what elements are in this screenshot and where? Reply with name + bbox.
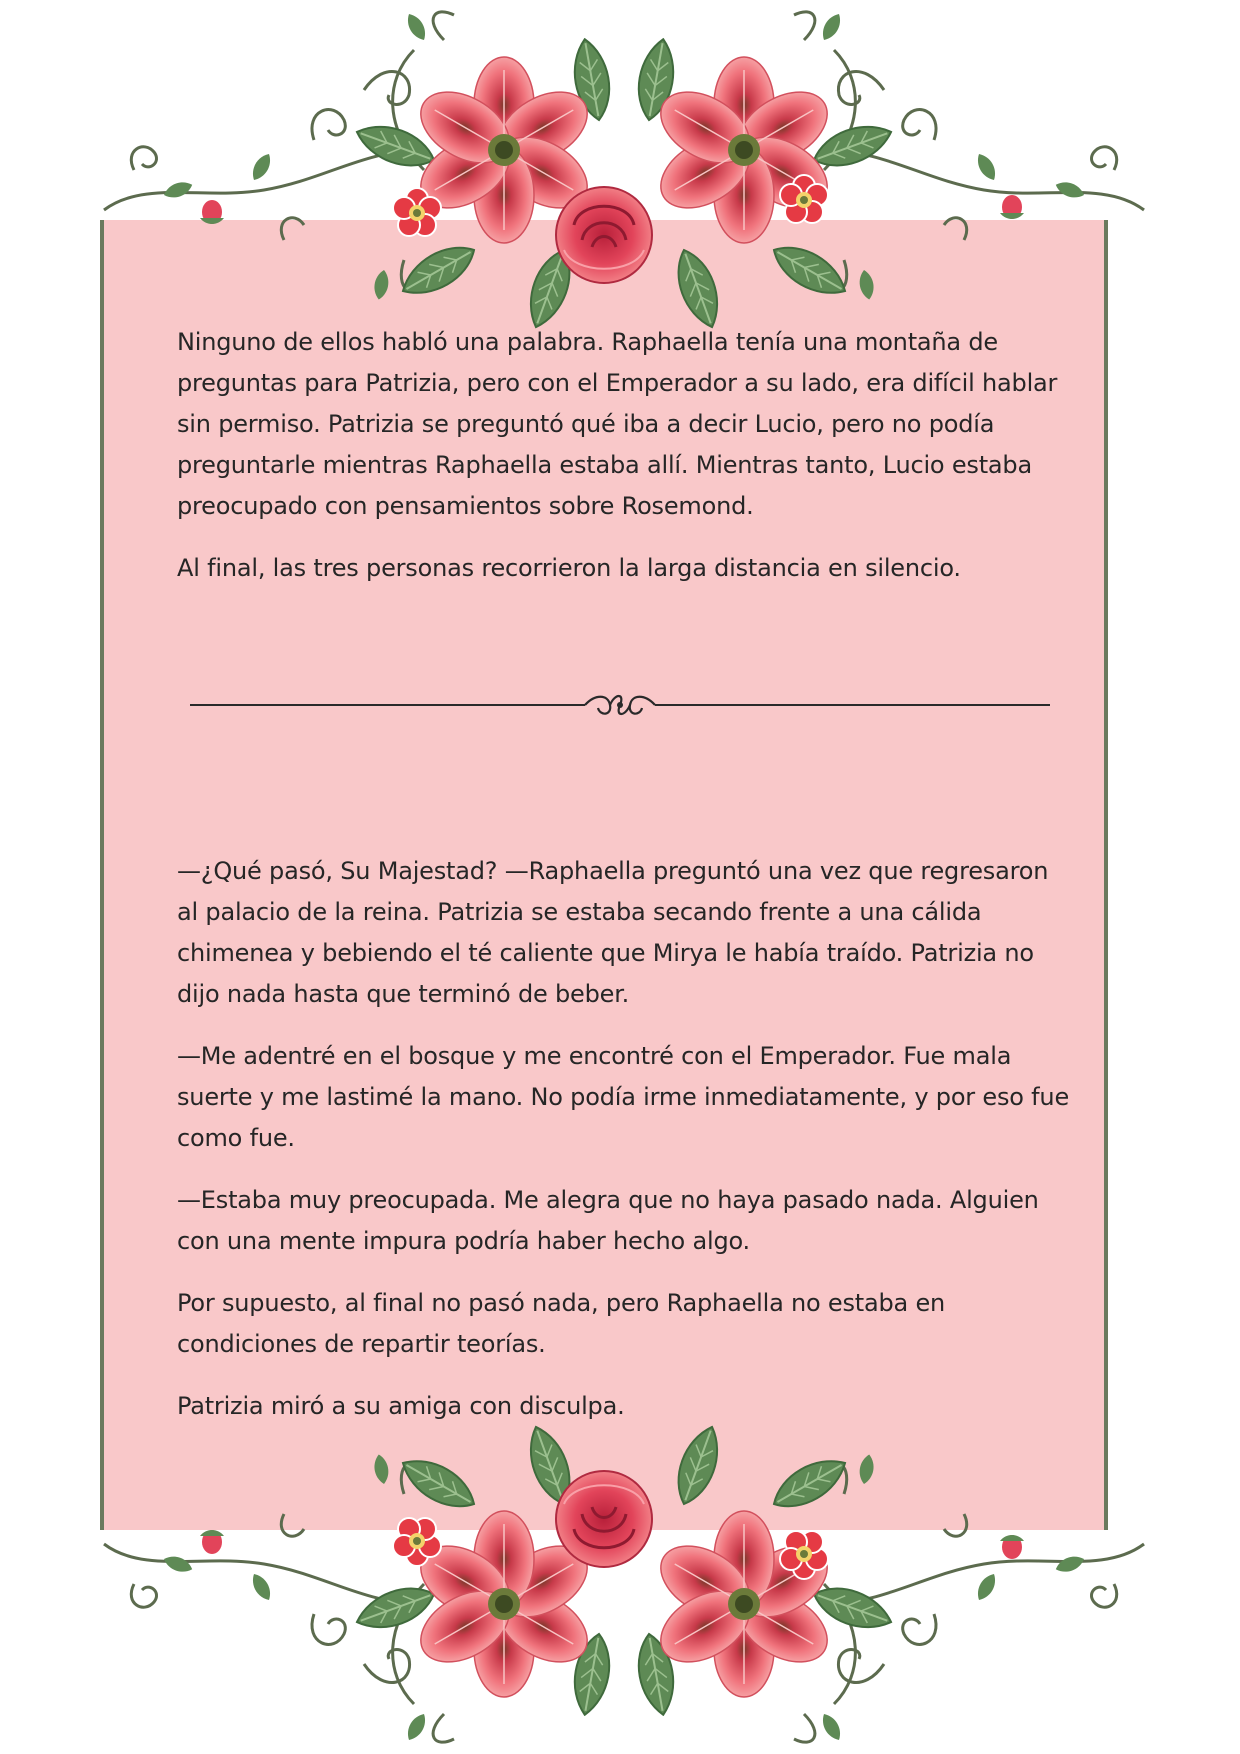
paragraph: Al final, las tres personas recorrieron la larga distancia en silencio. (177, 554, 961, 582)
paragraph: Patrizia miró a su amiga con disculpa. (177, 1392, 625, 1420)
section-2-text (177, 851, 1072, 1448)
paragraph: Ninguno de ellos habló una palabra. Raphaella tenía una montaña de preguntas para Patrizia, pero con el Emperador a su lado, era difícil hablar sin permiso. Patrizia se preguntó qué iba a decir Lucio, pero no podía preguntarle mientras Raphaella estaba allí. Mientras tanto, Lucio estaba preocupado con pensamientos sobre Rosemond. (177, 328, 1058, 520)
section-1-text (177, 322, 1072, 610)
paragraph: —Estaba muy preocupada. Me alegra que no haya pasado nada. Alguien con una mente impura podría haber hecho algo. (177, 1186, 1039, 1255)
paragraph: Por supuesto, al final no pasó nada, pero Raphaella no estaba en condiciones de repartir teorías. (177, 1289, 946, 1358)
paragraph: —Me adentré en el bosque y me encontré con el Emperador. Fue mala suerte y me lastimé la mano. No podía irme inmediatamente, y por eso fue como fue. (177, 1042, 1070, 1152)
paragraph: —¿Qué pasó, Su Majestad? —Raphaella preguntó una vez que regresaron al palacio de la reina. Patrizia se estaba secando frente a una cálida chimenea y bebiendo el té caliente que Mirya le había traído. Patrizia no dijo nada hasta que terminó de beber. (177, 857, 1049, 1008)
ornamental-divider-icon (190, 688, 1050, 722)
